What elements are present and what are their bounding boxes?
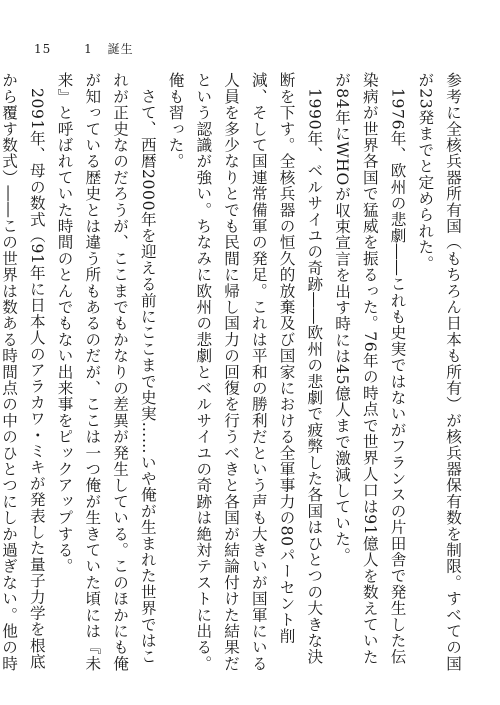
paragraph: 2091年、母の数式（91年に日本人のアラカワ・ミキが発表した量子力学を根底から覆す数式）――この世界は数ある時間点の中のひとつにしか過ぎない。他の時 [0,72,46,672]
paragraph: 1976年、欧州の悲劇――これも史実ではないがフランスの片田舎で発生した伝染病が世界各国で猛威を振るった。76年の時点で世界人口は91億人を数えていたが84年にWHOが収束宣言を出す時には45億人まで激減していた。 [333,72,407,665]
paragraph: 1990年、ベルサイユの奇跡――欧州の悲劇で疲弊した各国はひとつの大きな決断を下す。全核兵器の恒久的放棄及び国家における全軍事力の80パーセント削減、そして国連常備軍の発足。これは平和の勝利だという声も大きいが国軍にいる人員を多少なりとでも民間に帰し国力の回復を行うべきと各国が結論付けた結果だという認識が強い。ちなみに欧州の悲劇とベルサイユの奇跡は絶対テストに出る。俺も習った。 [166,72,324,672]
vertical-body-text [0,72,466,672]
paragraph-continued: 参考に全核兵器所有国（もちろん日本も所有）が核兵器保有数を制限。すべての国が23発までと定められた。 [416,72,462,672]
chapter-number: 1 [84,42,93,56]
chapter-title: 誕生 [107,42,134,56]
running-header [34,40,134,57]
paragraph: さて、西暦2000年を迎える前にここまで史実……いや俺が生まれた世界ではこれが正史なのだろうが、ここまでもかなりの差異が発生している。このほかにも俺が知っている歴史とは違う所もあるのだが、ここは一つ俺が生きていた頃には『未来』と呼ばれていた時間のとんでもない出来事をピックアップする。 [55,72,157,672]
page-number: 15 [34,42,52,56]
